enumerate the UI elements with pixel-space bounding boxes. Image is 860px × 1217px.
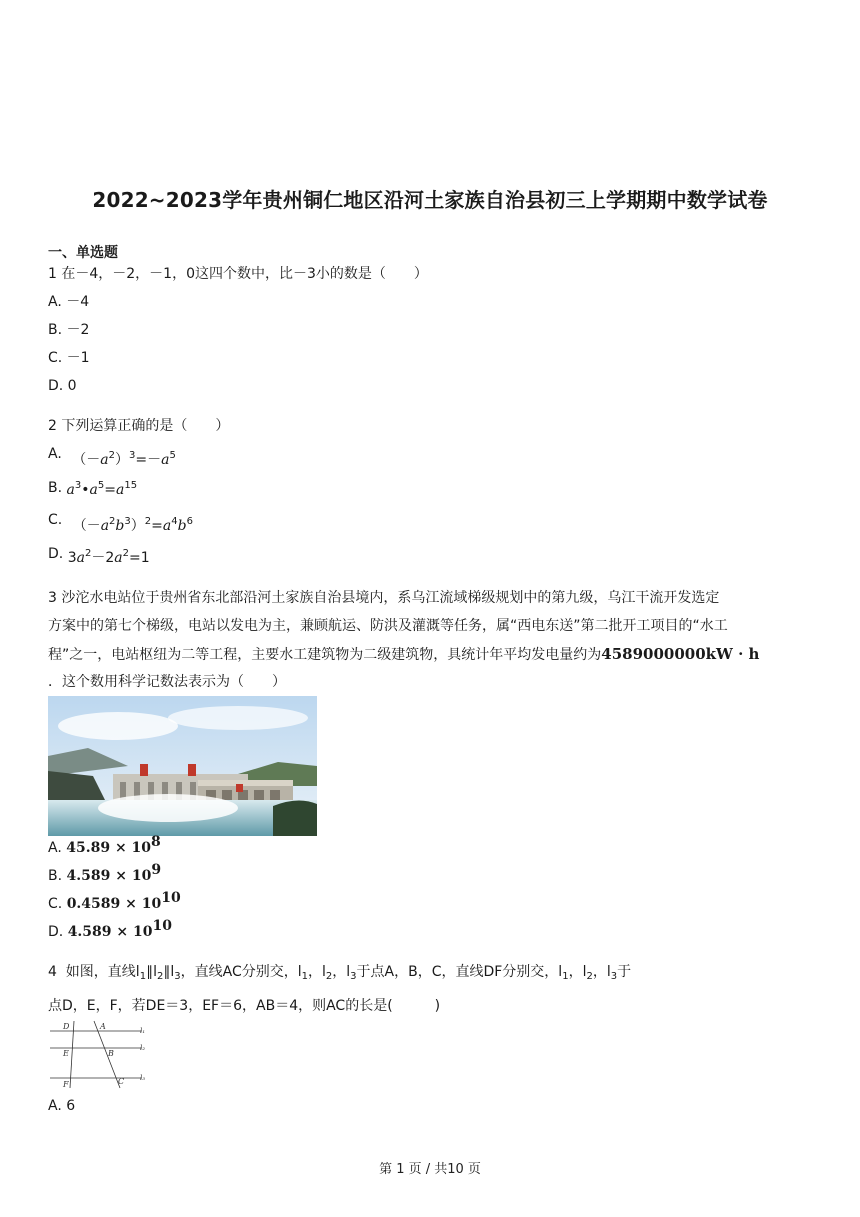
q2-option-b-label: B. <box>48 480 63 496</box>
q1-stem: 1 在－4，－2，－1，0这四个数中，比－3小的数是（ ） <box>48 266 428 282</box>
label-l1: l₁ <box>140 1027 146 1035</box>
q3-line-3 <box>48 644 759 665</box>
q1-option-a: A. －4 <box>48 294 90 310</box>
q2-option-a-formula: $(-a^2)^3=-a^5$ <box>72 450 176 468</box>
q2-stem: 2 下列运算正确的是（ ） <box>48 418 230 434</box>
q4-option-a: A. 6 <box>48 1098 76 1114</box>
q3-line-1: 3 沙沱水电站位于贵州省东北部沿河土家族自治县境内，系乌江流域梯级规划中的第九级，乌江干流开发选定 <box>48 590 720 606</box>
q3-option-d-exp: 10 <box>152 918 172 934</box>
q3-option-d <box>48 918 172 942</box>
q1-option-b: B. －2 <box>48 322 90 338</box>
label-f: F <box>63 1080 69 1089</box>
q3-option-c <box>48 890 181 914</box>
q3-option-a <box>48 834 161 858</box>
q4-line-2: 点D，E，F，若DE＝3，EF＝6，AB＝4，则AC的长是( ) <box>48 998 441 1014</box>
label-e: E <box>63 1049 69 1058</box>
label-c: C <box>118 1077 125 1086</box>
q3-line-2: 方案中的第七个梯级，电站以发电为主，兼顾航运、防洪及灌溉等任务，属“西电东送”第二批开工项目的“水工 <box>48 618 728 634</box>
q2-option-d-formula: $3a^2-2a^2=1$ <box>67 548 150 566</box>
q2-option-c <box>48 510 193 534</box>
label-a: A <box>100 1022 106 1031</box>
q2-option-d-label: D. <box>48 546 64 562</box>
q3-line-3-text: 程”之一，电站枢纽为二等工程，主要水工建筑物为二级建筑物，具统计年平均发电量约为 <box>48 647 602 663</box>
dam-photo <box>48 696 317 836</box>
q3-option-c-value: 0.4589 × 10 <box>66 896 162 912</box>
q3-line-4: ．这个数用科学记数法表示为（ ） <box>48 674 286 690</box>
q2-option-c-formula: $(-a^2b^3)^2=a^4b^6$ <box>72 516 193 534</box>
q1-option-d: D. 0 <box>48 378 77 394</box>
q3-option-b <box>48 862 162 886</box>
q1-option-c: C. －1 <box>48 350 90 366</box>
dam-photo-illustration <box>48 696 317 836</box>
parallel-lines-diagram <box>48 1018 150 1090</box>
q3-option-d-value: 4.589 × 10 <box>67 924 153 940</box>
label-l2: l₂ <box>140 1044 146 1052</box>
q3-option-b-value: 4.589 × 10 <box>66 868 152 884</box>
label-d: D <box>63 1022 70 1031</box>
q3-option-c-exp: 10 <box>161 890 181 906</box>
q3-option-a-value: 45.89 × 10 <box>66 840 152 856</box>
label-b: B <box>108 1049 114 1058</box>
q2-option-b-formula: $a^3•a^5=a^{15}$ <box>66 480 138 498</box>
q3-option-d-label: D. <box>48 924 64 940</box>
q2-option-d <box>48 544 150 564</box>
label-l3: l₃ <box>140 1074 146 1082</box>
q3-option-b-label: B. <box>48 868 63 884</box>
section-heading: 一、单选题 <box>48 245 118 261</box>
q2-option-a-label: A. <box>48 446 62 462</box>
parallel-lines-figure <box>48 1018 150 1090</box>
page-footer: 第 1 页 / 共10 页 <box>379 1162 481 1177</box>
q2-option-b <box>48 478 137 498</box>
q2-option-a <box>48 444 176 468</box>
q3-option-c-label: C. <box>48 896 63 912</box>
q3-number: 4589000000kW · h <box>601 645 760 663</box>
q2-option-c-label: C. <box>48 512 63 528</box>
q3-option-a-exp: 8 <box>151 834 161 850</box>
q3-option-a-label: A. <box>48 840 62 856</box>
q4-line-1: 4 如图，直线$l_1\parallel l_2\parallel l_3$，直线AC分别交，$l_1$，$l_2$，$l_3$于点A，B，C，直线DF分别交，$l_1$，$l_2$，$l_3$于 <box>48 964 632 982</box>
q3-option-b-exp: 9 <box>151 862 162 878</box>
page-title: 2022~2023学年贵州铜仁地区沿河土家族自治县初三上学期期中数学试卷 <box>92 188 768 212</box>
